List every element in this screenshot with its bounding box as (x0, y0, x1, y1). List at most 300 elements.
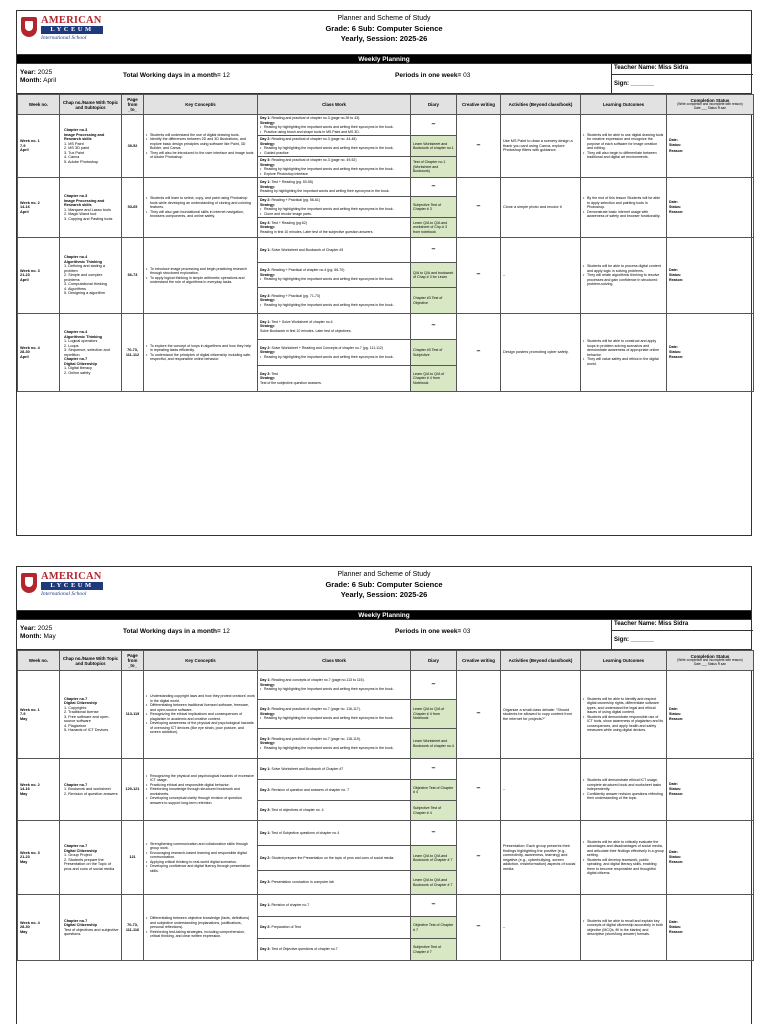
text-label: 2025 (37, 69, 53, 76)
planning-meta (17, 620, 751, 650)
week-cell (18, 759, 60, 821)
text-label: Sign: _______ (614, 637, 655, 643)
column-header: Week no. (18, 95, 60, 115)
school-logo: AMERICAN LYCEUM International School (21, 15, 113, 45)
class-work-cell (258, 917, 411, 939)
completion-status-cell (667, 671, 754, 759)
text-label: Day 3: (260, 947, 271, 952)
key-concepts-cell (144, 895, 258, 961)
text-label: Periods in one week= (395, 628, 462, 635)
column-header: Activities (Beyond class/book) (501, 651, 581, 671)
column-header: Class Work (258, 651, 411, 671)
text-label: 03 (463, 628, 471, 635)
column-header: Week no. (18, 651, 60, 671)
text-label: 14-16 (20, 205, 30, 210)
completion-status-cell (667, 238, 754, 314)
text-label: Chapter no.3 (64, 128, 88, 132)
text-label: Date ___ Status R.san (693, 661, 727, 666)
text-label: Strategy: (260, 298, 276, 303)
diary-cell: Subjective Test of Chapter # 4 (411, 801, 457, 821)
activity-cell: – (501, 238, 581, 314)
text-label: Student prepare the Presentation on the topic of pros and cons of social media. (271, 855, 395, 860)
learning-outcomes-cell (581, 895, 667, 961)
text-label: Reason: (669, 148, 684, 153)
subtopic: 3. Copying and Pasting tools (64, 216, 113, 221)
activity-cell: Design posters promoting cyber safety. (501, 314, 581, 392)
text-label: Teacher Name: Miss Sidra (614, 621, 689, 627)
concept-item: • Practicing ethical and responsible digital behavior. (146, 783, 255, 788)
column-header: Chap no./Name With Topic and Subtopics (60, 95, 122, 115)
subtopic: 3. Sequence, selection and repetition (64, 348, 110, 357)
pages-cell: 120-121 (122, 759, 144, 821)
activity-cell: – (501, 759, 581, 821)
session: Yearly, Session: 2025-26 (340, 34, 428, 43)
text-label: Reading and practical of chapter no.3 (page no. 44-48) (271, 137, 357, 141)
learning-outcomes-cell (581, 671, 667, 759)
subtopic: 1. Bookwork and worksheet (64, 787, 111, 792)
text-label: Chapter no.7 (64, 782, 88, 787)
concept-item: • Developing confidence and digital fluency through presentation skills. (146, 864, 255, 873)
outcome-item: • Students will develop teamwork, public speaking, and digital literacy skills, enabling them to become responsible and thoughtful digital citizens. (583, 858, 664, 876)
text-label: Reading by highlighting the important words and writing their synonyms in the book. (260, 189, 390, 194)
strategy-item: • Reading by highlighting the important words and writing their synonyms in the book. (260, 355, 408, 360)
completion-status-cell (667, 314, 754, 392)
diary-cell: – (411, 314, 457, 340)
class-work-cell (258, 263, 411, 288)
table-row (18, 671, 754, 700)
text-label: Status: (669, 143, 682, 148)
class-work-cell (258, 238, 411, 263)
outcome-item: • Demonstrate basic internet usage with awareness of safety and browser functionality. (583, 210, 664, 219)
class-work-cell (258, 895, 411, 917)
text-label: Strategy: (260, 225, 276, 230)
text-label: Day 1: (260, 116, 271, 120)
column-header: Learning Outcomes (581, 651, 667, 671)
concept-item: • Students will understand the use of digital drawing tools. (146, 133, 255, 138)
text-label: Chapter no.4 (64, 330, 88, 334)
session: Yearly, Session: 2025-26 (340, 590, 428, 599)
text-label: April (20, 148, 29, 153)
diary-cell: – (411, 759, 457, 780)
subtopic: 4. Plagiarism (64, 723, 86, 728)
concept-item: • To introduce image processing and begin practicing research through structured exploration. (146, 267, 255, 276)
diary-cell: Q/A to Q/A and bookwork of Chap # 3 for Learn (411, 263, 457, 288)
table-row (18, 178, 754, 197)
week-cell (18, 314, 60, 392)
strategy-item: • Explore Photoshop interface (260, 172, 408, 177)
chapter-cell (60, 759, 122, 821)
subtopic: 4. Canva (64, 155, 80, 159)
text-label: Day 2: (260, 707, 271, 712)
text-label: Completion Status (690, 653, 730, 659)
outcome-item: • They will value safety and ethics in the digital world. (583, 357, 664, 366)
planner-title: Planner and Scheme of Study (337, 15, 431, 22)
text-label: Reading + Practical (pg. 71-73) (271, 293, 321, 298)
text-label: 21-23 (20, 273, 30, 278)
text-label: Day 3: (260, 293, 271, 298)
text-label: 28-30 (20, 350, 30, 355)
total-working-days (123, 72, 230, 79)
pages-cell: 113-119 (122, 671, 144, 759)
weekly-plan-table (17, 94, 754, 392)
week-cell (18, 178, 60, 238)
text-label: Date: (669, 267, 678, 272)
subtopic: 2. Simple and complex problems (64, 273, 103, 282)
text-label: Reading and practical of chapter no.7 (page no. 116-117). (271, 707, 361, 712)
diary-cell: Learn Q/A to Q/A and worksheet of Chp.# 3 from notebook (411, 218, 457, 238)
text-label: Periods in one week= (395, 72, 462, 79)
text-label: Week no. 1 (20, 139, 40, 144)
concept-item: • Applying critical thinking to real-world digital scenarios. (146, 860, 255, 865)
text-label: Reading and practical of chapter no.3 (page no. 49-52) (271, 158, 357, 162)
class-work-cell (258, 115, 411, 136)
creative-writing-cell: – (457, 314, 501, 392)
planner-title: Planner and Scheme of Study (337, 571, 431, 578)
subtopic: 1. Logical operators (64, 339, 98, 343)
column-header: Key Concept/s (144, 95, 258, 115)
text-label: Year: (20, 69, 36, 76)
learning-outcomes-cell (581, 314, 667, 392)
subtopic: 3. Free software and open-source software (64, 714, 110, 723)
class-work-cell (258, 871, 411, 895)
concept-item: • To explore the concept of loops in algorithms and how they help in repeating tasks efficiently. (146, 344, 255, 353)
text-label: Status: (669, 272, 682, 277)
text-label: Month: (20, 77, 42, 84)
class-work-cell (258, 846, 411, 871)
table-row (18, 759, 754, 780)
weekly-planning-banner: Weekly Planning (17, 611, 751, 620)
class-work-cell (258, 288, 411, 314)
text-label: Reason: (669, 860, 684, 865)
outcome-item: • Students will be able to use digital drawing tools for creative expression and recognize the purpose of each software for image creation and editing. (583, 133, 664, 151)
diary-cell: Objective Test of Chapter # 4 (411, 780, 457, 801)
text-label: Date: (669, 138, 678, 143)
periods-per-week (395, 628, 470, 635)
text-label: Reason: (669, 278, 684, 283)
subtopic: 2. Students prepare the Presentation on the Topic of pros and cons of social media (64, 857, 115, 871)
pages-cell: 39-52 (122, 115, 144, 178)
completion-status-cell (667, 115, 754, 178)
class-work-cell (258, 197, 411, 218)
text-label: Reason: (669, 792, 684, 797)
column-header: Activities (Beyond class/book) (501, 95, 581, 115)
text-label: Status: (669, 204, 682, 209)
class-work-cell (258, 700, 411, 729)
class-work-cell (258, 780, 411, 801)
class-work-cell (258, 821, 411, 846)
subtopic: Test of objectives and subjective questions. (64, 927, 119, 936)
concept-item: • Reinforcing knowledge through structured bookwork and worksheets. (146, 787, 255, 796)
pages-cell: 53-65 (122, 178, 144, 238)
text-label: Test of the subjective question answers. (260, 380, 322, 385)
chapter-cell (60, 178, 122, 238)
concept-item: • Students will learn to select, copy, and paint using Photoshop tools while developing an understanding of cloning and coloring features. (146, 196, 255, 210)
key-concepts-cell (144, 314, 258, 392)
diary-cell: – (411, 671, 457, 700)
diary-cell: Learn Q/A to Q/A and Bookwork of Chapter # 7 (411, 871, 457, 895)
creative-writing-cell: – (457, 671, 501, 759)
text-label: Strategy: (260, 376, 276, 381)
subtopic: 5. Designing a algorithm (64, 291, 105, 296)
subtopic: 5. Hazards of ICT Devices (64, 728, 109, 732)
text-label: April (20, 354, 29, 359)
text-label: Test + Solve Worksheet of chapter no.4 (271, 319, 333, 324)
text-label: Day 1: (260, 180, 271, 185)
diary-cell: – (411, 178, 457, 197)
subtopic: 4. Algorithms (64, 286, 86, 291)
text-label: Day 1: (260, 830, 271, 835)
text-label: Day 2: (260, 345, 271, 350)
periods-per-week (395, 72, 470, 79)
text-label: Test of Subjective questions of chapter no.4 (271, 830, 340, 835)
concept-item: • Differentiating between traditional licensed software, freeware, and open-source software. (146, 703, 255, 712)
text-label: Year: (20, 625, 36, 632)
table-row (18, 821, 754, 846)
diary-cell: – (411, 895, 457, 917)
concept-item: • Encouraging research-based learning and responsible digital communication. (146, 851, 255, 860)
planner-page-april (16, 10, 752, 536)
text-label: Status: (669, 711, 682, 716)
strategy-item: • Reading by highlighting the important words and writing their synonyms in the book. (260, 125, 408, 130)
concept-item: • Recognizing the ethical implications and consequences of plagiarism in academic and creative content. (146, 712, 255, 721)
text-label: Reading and concepts of chapter no.7 (page no.113 to 115). (271, 678, 365, 683)
teacher-box (611, 620, 753, 650)
text-label: April (20, 209, 29, 214)
planner-page-may (16, 566, 752, 1024)
text-label: Week no. 3 (20, 268, 40, 273)
text-label: Strategy: (260, 682, 276, 687)
column-header: Creative writing (457, 651, 501, 671)
text-label: May (20, 859, 28, 864)
subtopic: 2. Online safety (64, 370, 91, 375)
text-label: Status: (669, 924, 682, 929)
diary-cell: Test of Chapter no.1 (Worksheet and Bookwork) (411, 157, 457, 178)
class-work-cell (258, 157, 411, 178)
text-label: Reading + Practical (pg. 56-61) (271, 198, 321, 202)
text-label: Date: (669, 919, 678, 924)
strategy-item: • Reading by highlighting the important words and writing their synonyms in the book. (260, 746, 408, 751)
grade-subject: Grade: 6 Sub: Computer Science (325, 580, 443, 589)
text-label: Reason: (669, 355, 684, 360)
text-label: Reading and practical of chapter no.7 (page no. 118-119). (271, 736, 361, 741)
text-label: Revision of chapter no.7 (271, 903, 310, 908)
text-label: Solve Bookwork in first 10 minutes. Later test of objectives. (260, 328, 352, 333)
text-label: Date ___ Status R.san (693, 105, 727, 110)
text-label: Strategy: (260, 324, 276, 329)
key-concepts-cell (144, 671, 258, 759)
concept-item: • Developing conceptual clarity through revision of question answers to support long-term retention. (146, 796, 255, 805)
class-work-cell (258, 314, 411, 340)
pages-cell: 70-73, 111-112 (122, 314, 144, 392)
text-label: Day 1: (260, 247, 271, 252)
text-label: Day 2: (260, 198, 271, 202)
diary-cell: – (411, 821, 457, 846)
text-label: Day 1: (260, 319, 271, 324)
week-cell (18, 821, 60, 895)
column-header: Diary (411, 95, 457, 115)
column-header: Chap no./Name With Topic and Subtopics (60, 651, 122, 671)
learning-outcomes-cell (581, 115, 667, 178)
learning-outcomes-cell (581, 821, 667, 895)
text-label: Chapter no.3 (64, 194, 88, 198)
outcome-item: • Students will demonstrate ethical ICT usage, complete structured book and worksheet tasks independently. (583, 778, 664, 792)
key-concepts-cell (144, 759, 258, 821)
text-label: Day 1: (260, 766, 271, 771)
concept-item: • Developing awareness of the physical and psychological hazards of overusing ICT devices (like eye strain, poor posture, and screen addiction). (146, 721, 255, 735)
text-label: Chapter no.7 (64, 918, 88, 923)
concept-item: • They will also gain foundational skills in internet navigation, browsers components, and online safety. (146, 210, 255, 219)
text-label: Strategy: (260, 162, 276, 167)
subtopic: 1. Defining and stating a problem (64, 264, 105, 273)
subtopic: 2. Revision of question answers (64, 791, 118, 796)
text-label: Solve Worksheet + Reading and Concepts of chapter no.7 (pg. 111-112) (271, 345, 384, 350)
subtopic: 1. Copyrights (64, 705, 87, 710)
text-label: Presentation conduction in computer lab (271, 880, 334, 885)
year-month (20, 625, 56, 641)
key-concepts-cell (144, 238, 258, 314)
text-label: Algorithmic Thinking (64, 334, 102, 339)
class-work-cell (258, 801, 411, 821)
learning-outcomes-cell (581, 759, 667, 821)
completion-status-cell (667, 759, 754, 821)
outcome-item: • Students will be able to recall and explain key concepts of digital citizenship accurately in both objective (MCQs, fill in the blanks) and descriptive (short/long answer) formats. (583, 919, 664, 937)
text-label: Chapter no.7 (64, 696, 88, 701)
table-row (18, 238, 754, 263)
creative-writing-cell: – (457, 895, 501, 961)
outcome-item: • They will relate algorithmic thinking to resolve processes and gain confidence in structured problem-solving. (583, 273, 664, 287)
activity-cell: Use MS Paint to draw a scenery design a thank you card using Canva, explore Photoshop filters with guidance. (501, 115, 581, 178)
table-row (18, 895, 754, 917)
planner-titles (17, 570, 751, 600)
class-work-cell (258, 136, 411, 157)
text-label: Chapter no.7 (64, 844, 88, 848)
concept-item: • Reinforcing test-taking strategies, including comprehension, critical thinking, and clear written expression. (146, 930, 255, 939)
concept-item: • To apply logical thinking in simple arithmetic operations and understand the role of algorithms in everyday tasks. (146, 276, 255, 285)
weekly-plan-table (17, 650, 754, 961)
text-label: Strategy: (260, 184, 276, 189)
strategy-item: • Reading by highlighting the important words and writing their synonyms in the book. (260, 277, 408, 282)
class-work-cell (258, 729, 411, 759)
text-label: Digital Citizenship (64, 923, 97, 927)
class-work-cell (258, 939, 411, 961)
outcome-item: • Students will be able to critically evaluate the advantages and disadvantages of social media, and articulate their findings effectively in a group setting. (583, 840, 664, 858)
diary-cell: Learn Q/A to Q/A and Bookwork of Chapter # 7 (411, 846, 457, 871)
text-label: Week no. 2 (20, 782, 40, 787)
chapter-cell (60, 821, 122, 895)
text-label: Day 3: (260, 880, 271, 885)
concept-item: • Recognizing the physical and psychological hazards of excessive ICT usage. (146, 774, 255, 783)
text-label: Reading in first 10 minutes. Later test of the subjective question answers. (260, 229, 374, 234)
text-label: Date: (669, 849, 678, 854)
outcome-item: • Confidently answer revision questions reflecting their understanding of the topic. (583, 792, 664, 801)
text-label: Date: (669, 344, 678, 349)
text-label: Strategy: (260, 202, 276, 207)
text-label: Total Working days in a month= (123, 72, 221, 79)
chapter-cell (60, 895, 122, 961)
class-work-cell (258, 671, 411, 700)
text-label: Digital Citizenship (64, 848, 97, 853)
diary-cell: Learn Worksheet and Bookwork of chapter no.1 (411, 136, 457, 157)
text-label: Reading and practical of chapter no.3 (page no.39 to 43). (271, 116, 361, 120)
grade-subject: Grade: 6 Sub: Computer Science (325, 24, 443, 33)
text-label: Test of Objective questions of chapter no.7 (271, 947, 338, 952)
activity-cell: Organize a small class debate: "Should students be allowed to copy content from the internet for projects?" (501, 671, 581, 759)
text-label: Day 3: (260, 808, 271, 813)
text-label: Reason: (669, 717, 684, 722)
strategy-item: • Guided practice (260, 151, 408, 156)
page-header (17, 11, 751, 55)
learning-outcomes-cell (581, 178, 667, 238)
text-label: 12 (222, 628, 230, 635)
column-header: Creative writing (457, 95, 501, 115)
text-label: Reading + Practical of chapter no.4 (pg. 66-70) (271, 268, 345, 273)
concept-item: • Understanding copyright laws and how they protect creators' work in the digital world. (146, 694, 255, 703)
key-concepts-cell (144, 821, 258, 895)
strategy-item: • Reading by highlighting the important words and writing their synonyms in the book. (260, 146, 408, 151)
pages-cell: 121 (122, 821, 144, 895)
text-label: April (20, 277, 29, 282)
text-label: Day 3: (260, 736, 271, 741)
strategy-item: • Reading by highlighting the important words and writing their synonyms in the book. (260, 167, 408, 172)
diary-cell: Learn Q/A to Q/A of Chapter # 4 from Notebook (411, 366, 457, 392)
text-label: Completion Status (690, 97, 730, 103)
table-row (18, 314, 754, 340)
completion-status-cell (667, 178, 754, 238)
text-label: Status: (669, 786, 682, 791)
text-label: Week no. 3 (20, 850, 40, 855)
text-label: May (20, 791, 28, 796)
subtopic: 1. Digital literacy (64, 366, 92, 370)
text-label: 21-23 (20, 855, 30, 860)
text-label: Total Working days in a month= (123, 628, 221, 635)
text-label: Image Processing and Research skills (64, 132, 105, 141)
text-label: Strategy: (260, 741, 276, 746)
outcome-item: • Students will be able to process digital content and apply logic in solving problems. (583, 264, 664, 273)
column-header: Page from _to_ (122, 95, 144, 115)
activity-cell: Presentation: Each group presents their findings highlighting the positive (e.g., connectivity, awareness, learning) and negative (e.g., cyberbullying, screen addiction, misinformation) aspects of social media. (501, 821, 581, 895)
chapter-cell (60, 314, 122, 392)
subtopic: 5. Adobe Photoshop (64, 159, 99, 164)
text-label: Day 1: (260, 678, 271, 683)
pages-cell: 66-73 (122, 238, 144, 314)
chapter-cell (60, 238, 122, 314)
text-label: Revision of question and answers of chapter no. 7 (271, 787, 350, 792)
text-label: Date: (669, 199, 678, 204)
planning-meta (17, 64, 751, 94)
concept-item: • Identify the differences between 2D and 3D illustrations, and explore basic design principles using software like Paint, 3D Builder, and Canva. (146, 137, 255, 151)
activity-cell: – (501, 895, 581, 961)
text-label: Chapter no.4 (64, 255, 88, 260)
text-label: Teacher Name: Miss Sidra (614, 65, 689, 71)
diary-cell: Chapter #3 Test of Objective (411, 288, 457, 314)
text-label: Week no. 1 (20, 707, 40, 712)
class-work-cell (258, 178, 411, 197)
concept-item: • Strengthening communication and collaboration skills through group work. (146, 842, 255, 851)
column-header: Page from _to_ (122, 651, 144, 671)
creative-writing-cell: – (457, 178, 501, 238)
week-cell (18, 238, 60, 314)
key-concepts-cell (144, 115, 258, 178)
creative-writing-cell: – (457, 115, 501, 178)
class-work-cell (258, 218, 411, 238)
strategy-item: • Reading by highlighting the important words and writing their synonyms in the book. (260, 303, 408, 308)
text-label: Test + Reading (pg. 53-55) (271, 180, 313, 185)
concept-item: • Differentiating between objective knowledge (facts, definitions) and subjective understanding (explanations, justifications, personal reflections). (146, 916, 255, 930)
diary-cell: – (411, 238, 457, 263)
text-label: 14-16 (20, 787, 30, 792)
subtopic: 2. Loops (64, 343, 79, 348)
week-cell (18, 895, 60, 961)
